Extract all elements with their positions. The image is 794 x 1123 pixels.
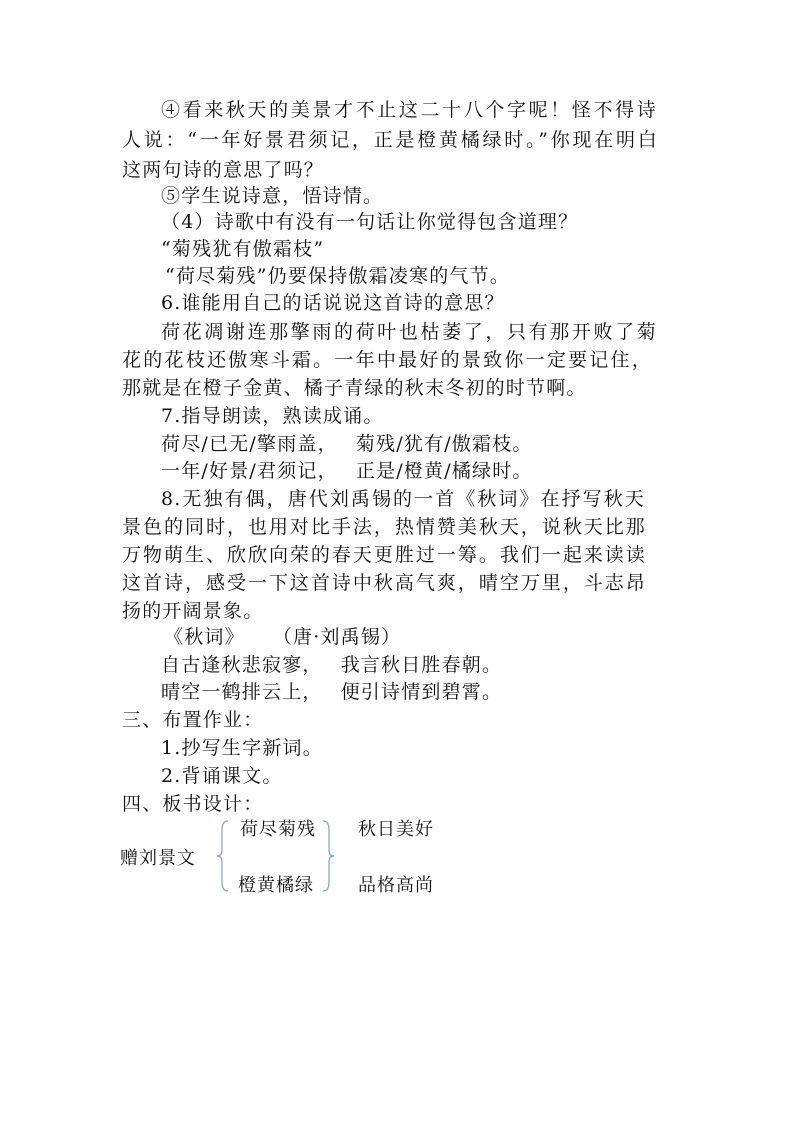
paragraph-line: 景色的同时，也用对比手法，热情赞美秋天，说秋天比那	[122, 516, 646, 538]
reading-phrase: 正是/橙黄/橘绿时。	[355, 460, 533, 482]
reading-phrase: 菊残/犹有/傲霜枝。	[355, 433, 533, 455]
board-phrase-bottom: 橙黄橘绿	[238, 875, 314, 896]
paragraph-line: 万物萌生、欣欣向荣的春天更胜过一筹。我们一起来读读	[122, 544, 646, 566]
paragraph-line: 扬的开阔景象。	[122, 600, 264, 622]
paragraph-line: ⑤学生说诗意，悟诗情。	[161, 185, 384, 207]
poem-title: 《秋词》	[164, 626, 245, 648]
paragraph-line: 这首诗，感受一下这首诗中秋高气爽，晴空万里，斗志昂	[122, 572, 646, 594]
paragraph-line: 荷花凋谢连那擎雨的荷叶也枯萎了，只有那开败了菊	[161, 321, 657, 343]
section-heading: 三、布置作业：	[122, 709, 264, 731]
reading-phrase: 一年/好景/君须记，	[161, 460, 338, 482]
poem-line	[161, 650, 502, 680]
right-brace-icon	[321, 820, 337, 892]
poem-heading	[164, 622, 401, 652]
poem-phrase: 我言秋日胜春朝。	[340, 654, 503, 676]
section-heading: 四、板书设计：	[122, 793, 264, 815]
paragraph-line: 2.背诵课文。	[161, 765, 283, 787]
paragraph-line: 这两句诗的意思了吗？	[122, 159, 325, 181]
poem-line	[161, 677, 502, 707]
board-meaning-bottom: 品格高尚	[358, 875, 434, 896]
poem-author: （唐·刘禹锡）	[272, 626, 402, 648]
paragraph-line: “菊残犹有傲霜枝”	[161, 238, 325, 260]
paragraph-line: 7.指导朗读，熟读成诵。	[161, 405, 384, 427]
reading-line	[161, 429, 533, 459]
paragraph-line: （4）诗歌中有没有一句话让你觉得包含道理？	[161, 211, 579, 233]
paragraph-line: 1.抄写生字新词。	[161, 737, 323, 759]
reading-phrase: 荷尽/已无/擎雨盖，	[161, 433, 338, 455]
board-phrase-top: 荷尽菊残	[240, 819, 316, 840]
paragraph-line: 人说：“一年好景君须记，正是橙黄橘绿时。”你现在明白	[122, 129, 658, 151]
board-meaning-top: 秋日美好	[358, 819, 434, 840]
poem-phrase: 自古逢秋悲寂寥，	[161, 654, 323, 676]
poem-phrase: 晴空一鹤排云上，	[161, 681, 323, 703]
paragraph-line: 6.谁能用自己的话说说这首诗的意思？	[161, 292, 505, 314]
board-title: 赠刘景文	[120, 848, 196, 869]
paragraph-line: 花的花枝还傲寒斗霜。一年中最好的景致你一定要记住，	[122, 349, 652, 371]
paragraph-line: “荷尽菊残”仍要保持傲霜凌寒的气节。	[165, 265, 511, 287]
reading-line	[161, 456, 533, 486]
paragraph-line: 那就是在橙子金黄、橘子青绿的秋末冬初的时节啊。	[122, 377, 587, 399]
poem-phrase: 便引诗情到碧霄。	[340, 681, 503, 703]
left-brace-icon	[214, 820, 230, 892]
paragraph-line: 8.无独有偶，唐代刘禹锡的一首《秋词》在抒写秋天	[161, 488, 645, 510]
paragraph-line: ④看来秋天的美景才不止这二十八个字呢！怪不得诗	[161, 99, 657, 121]
